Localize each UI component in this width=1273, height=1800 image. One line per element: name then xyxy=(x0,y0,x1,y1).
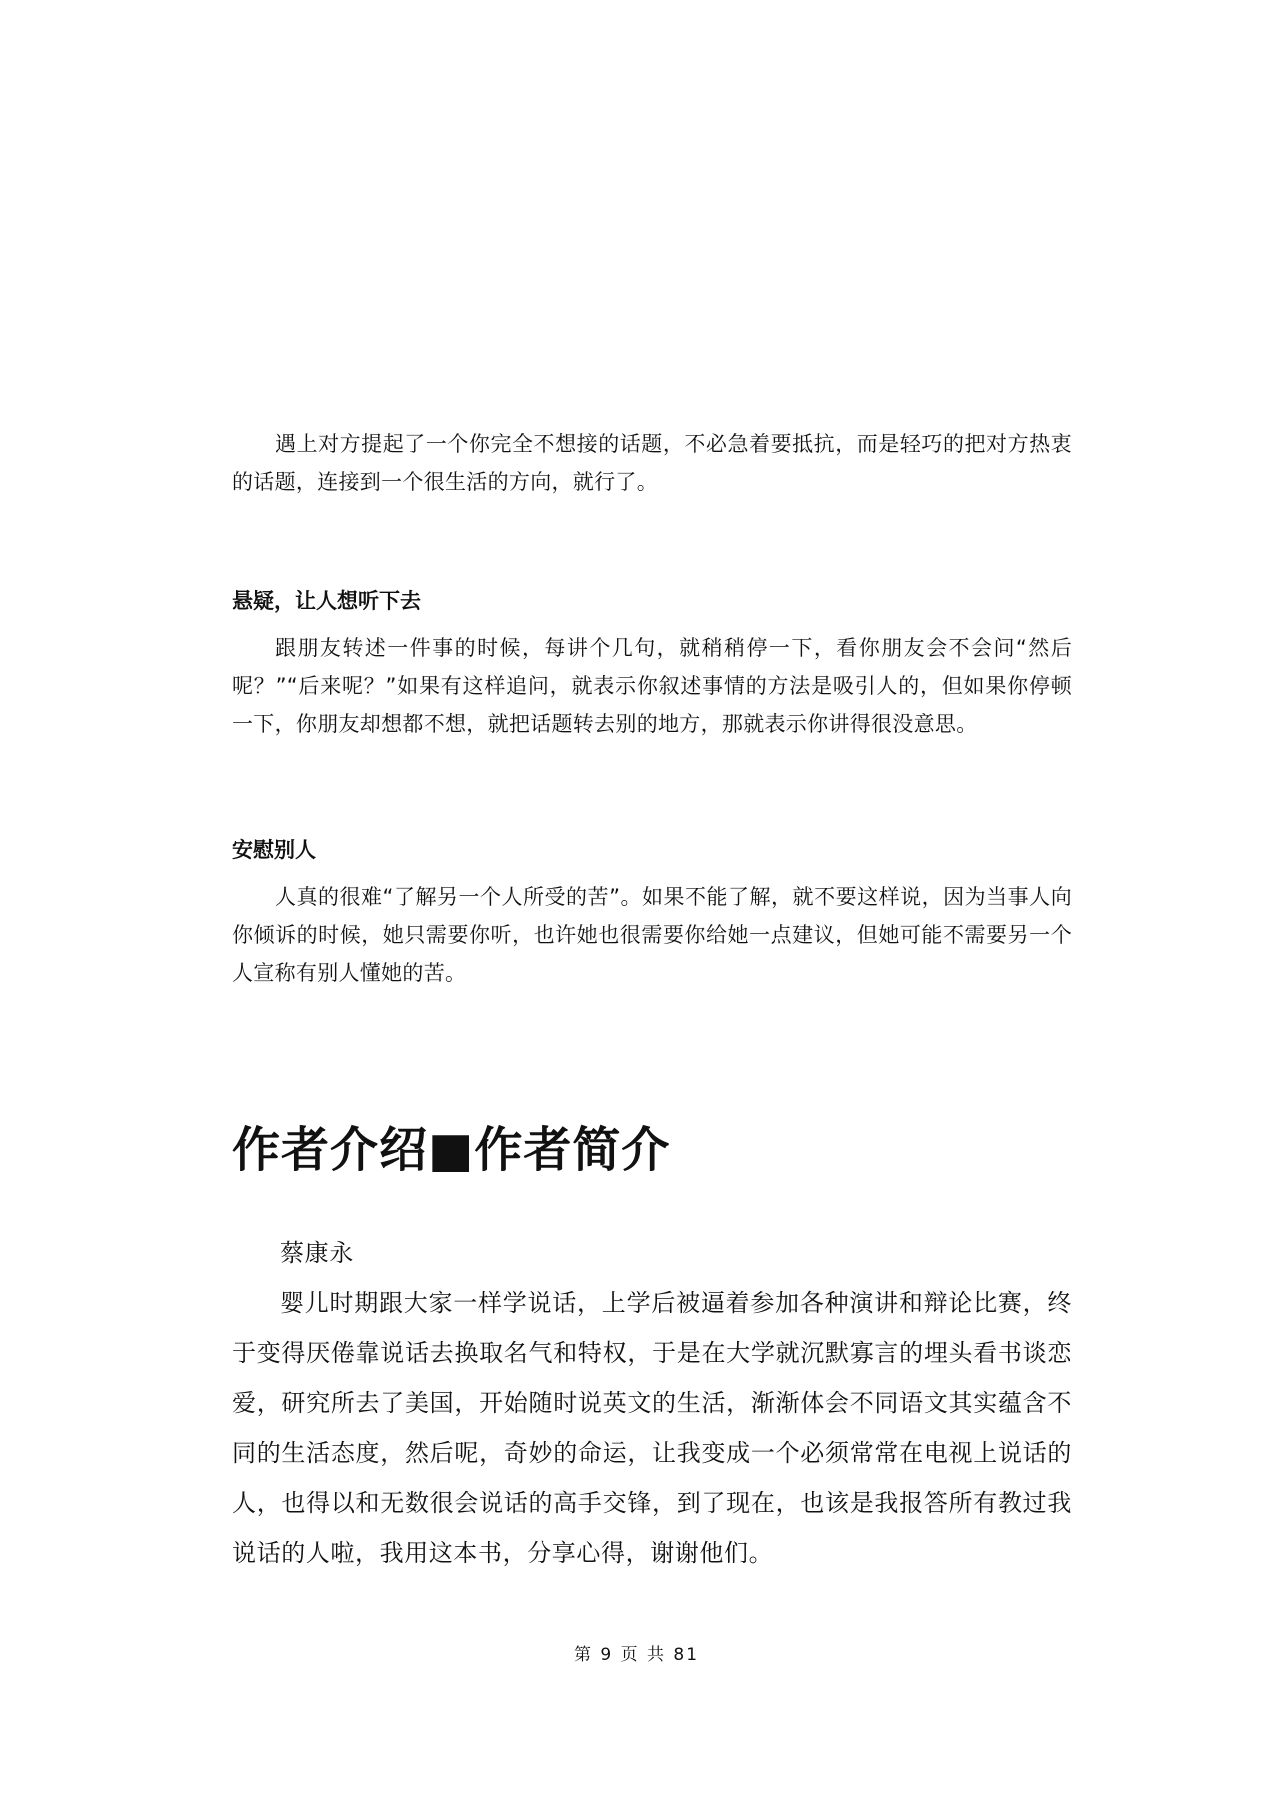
author-title: 作者介绍■作者简介 xyxy=(232,1122,671,1178)
section-comfort xyxy=(232,834,1072,992)
page-number: 第 9 页 共 81 xyxy=(573,1645,700,1665)
author-section xyxy=(232,1118,1072,1182)
intro-block xyxy=(232,425,1072,501)
section-heading-comfort: 安慰别人 xyxy=(232,838,316,862)
section-suspense xyxy=(232,585,1072,743)
section-paragraph-comfort: 人真的很难“了解另一个人所受的苦”。如果不能了解，就不要这样说，因为当事人向你倾诉的时候，她只需要你听，也许她也很需要你给她一点建议，但她可能不需要另一个人宣称有别人懂她的苦。 xyxy=(232,885,1072,985)
author-bio: 婴儿时期跟大家一样学说话，上学后被逼着参加各种演讲和辩论比赛，终于变得厌倦靠说话去换取名气和特权，于是在大学就沉默寡言的埋头看书谈恋爱，研究所去了美国，开始随时说英文的生活，渐渐体会不同语文其实蕴含不同的生活态度，然后呢，奇妙的命运，让我变成一个必须常常在电视上说话的人，也得以和无数很会说话的高手交锋，到了现在，也该是我报答所有教过我说话的人啦，我用这本书，分享心得，谢谢他们。 xyxy=(232,1289,1072,1567)
author-name: 蔡康永 xyxy=(280,1239,354,1267)
section-paragraph-suspense: 跟朋友转述一件事的时候，每讲个几句，就稍稍停一下，看你朋友会不会问“然后呢？”“后来呢？”如果有这样追问，就表示你叙述事情的方法是吸引人的，但如果你停顿一下，你朋友却想都不想，就把话题转去别的地方，那就表示你讲得很没意思。 xyxy=(232,636,1072,736)
intro-paragraph: 遇上对方提起了一个你完全不想接的话题，不必急着要抵抗，而是轻巧的把对方热衷的话题，连接到一个很生活的方向，就行了。 xyxy=(232,432,1072,494)
author-bio-block xyxy=(232,1228,1072,1578)
section-heading-suspense: 悬疑，让人想听下去 xyxy=(232,589,421,613)
